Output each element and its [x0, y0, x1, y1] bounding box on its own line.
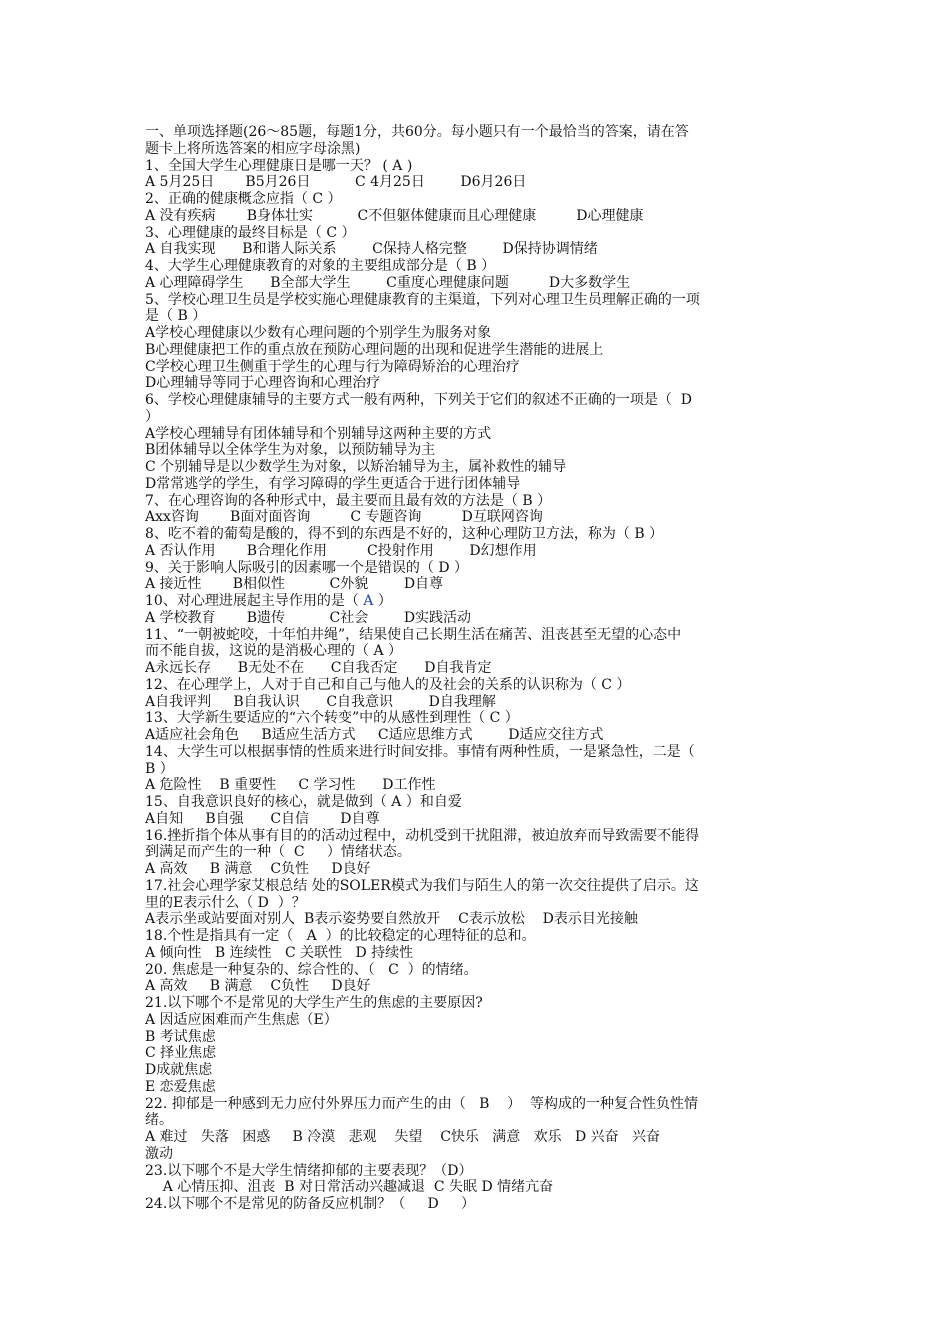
question-5-option-b: B心理健康把工作的重点放在预防心理问题的出现和促进学生潜能的进展上: [145, 341, 604, 358]
question-2-options: A 没有疾病 B身体壮实 C不但躯体健康而且心理健康 D心理健康: [145, 207, 644, 224]
question-23-options: A 心情压抑、沮丧 B 对日常活动兴趣减退 C 失眠 D 情绪亢奋: [145, 1179, 554, 1196]
question-22-line-1: 22. 抑郁是一种感到无力应付外界压力而产生的由（ B ） 等构成的一种复合性负性情: [145, 1095, 699, 1112]
question-14-line-1: 14、大学生可以根据事情的性质来进行时间安排。事情有两种性质，一是紧急性，二是（: [145, 743, 695, 760]
question-4-options: A 心理障碍学生 B全部大学生 C重度心理健康问题 D大多数学生: [145, 274, 631, 291]
question-21-option-e: E 恋爱焦虑: [145, 1078, 216, 1095]
question-17-line-2: 里的E表示什么（ D ）？: [145, 894, 306, 911]
question-14-line-2: B ）: [145, 760, 174, 777]
question-1-options: A 5月25日 B5月26日 C 4月25日 D6月26日: [145, 174, 527, 191]
question-5-line-1: 5、学校心理卫生员是学校实施心理健康教育的主渠道，下列对心理卫生员理解正确的一项: [145, 291, 700, 308]
question-21-option-d: D成就焦虑: [145, 1062, 213, 1078]
question-5-line-2: 是（ B ）: [145, 308, 207, 325]
answer-letter: A: [363, 593, 374, 609]
question-11-line-2: 而不能自拔，这说的是消极心理的（ A ）: [145, 643, 403, 660]
question-4: 4、大学生心理健康教育的对象的主要组成部分是（ B ）: [145, 258, 496, 274]
question-6-option-b: B团体辅导以全体学生为对象，以预防辅导为主: [145, 442, 436, 459]
question-16-options: A 高效 B 满意 C负性 D良好: [145, 861, 371, 877]
section-heading-line-2: 题卡上将所选答案的相应字母涂黑): [145, 140, 361, 157]
question-20: 20. 焦虑是一种复杂的、综合性的、（ C ）的情绪。: [145, 961, 478, 978]
question-22-line-2: 绪。: [145, 1112, 173, 1129]
question-7: 7、在心理咨询的各种形式中，最主要而且最有效的方法是（ B ）: [145, 492, 552, 509]
question-10-options: A 学校教育 B遗传 C社会 D实践活动: [145, 609, 472, 626]
question-11-options: A永远长存 B无处不在 C自我否定 D自我肯定: [145, 660, 492, 676]
section-heading-line-1: 一、单项选择题(26～85题，每题1分，共60分。每小题只有一个最恰当的答案，请在答: [145, 124, 689, 140]
question-20-options: A 高效 B 满意 C负性 D良好: [145, 978, 371, 995]
question-21-option-c: C 择业焦虑: [145, 1045, 217, 1062]
question-15-options: A自知 B自强 C自信 D自尊: [145, 810, 380, 827]
question-6-option-d: D常常逃学的学生，有学习障碍的学生更适合于进行团体辅导: [145, 475, 521, 492]
question-9-options: A 接近性 B相似性 C外貌 D自尊: [145, 576, 444, 593]
question-6-option-a: A学校心理辅导有团体辅导和个别辅导这两种主要的方式: [145, 425, 492, 442]
question-8-options: A 否认作用 B合理化作用 C投射作用 D幻想作用: [145, 542, 537, 559]
question-13: 13、大学新生要适应的“六个转变”中的从感性到理性（ C ）: [145, 710, 519, 727]
question-18: 18.个性是指具有一定（ A ）的比较稳定的心理特征的总和。: [145, 928, 536, 944]
question-5-option-a: A学校心理健康以少数有心理问题的个别学生为服务对象: [145, 325, 492, 341]
question-5-option-d: D心理辅导等同于心理咨询和心理治疗: [145, 375, 381, 392]
question-5-option-c: C学校心理卫生侧重于学生的心理与行为障碍矫治的心理治疗: [145, 358, 520, 375]
question-21-option-a: A 因适应困难而产生焦虑（E）: [145, 1011, 338, 1028]
question-6-line-2: ）: [145, 408, 159, 425]
question-text-body: [145, 124, 815, 1213]
question-18-options: A 倾向性 B 连续性 C 关联性 D 持续性: [145, 944, 414, 961]
question-14-options: A 危险性 B 重要性 C 学习性 D工作性: [145, 777, 436, 794]
question-21-option-b: B 考试焦虑: [145, 1028, 216, 1045]
question-12: 12、在心理学上，人对于自己和自己与他人的及社会的关系的认识称为（ C ）: [145, 676, 631, 693]
question-6-line-1: 6、学校心理健康辅导的主要方式一般有两种，下列关于它们的叙述不正确的一项是（ D: [145, 392, 693, 408]
question-1: 1、全国大学生心理健康日是哪一天？ ( A ): [145, 157, 413, 174]
question-3: 3、心理健康的最终目标是（ C ）: [145, 224, 356, 241]
question-9: 9、关于影响人际吸引的因素哪一个是错误的（ D ）: [145, 559, 469, 576]
question-16-line-1: 16.挫折指个体从事有目的的活动过程中，动机受到干扰阻滞，被迫放弃而导致需要不能得: [145, 827, 700, 844]
question-8: 8、吃不着的葡萄是酸的，得不到的东西是不好的，这种心理防卫方法，称为（ B ）: [145, 526, 664, 542]
question-17-options: A表示坐或站要面对别人 B表示姿势要自然放开 C表示放松 D表示目光接触: [145, 911, 638, 928]
question-2: 2、正确的健康概念应指（ C ）: [145, 191, 342, 207]
question-23: 23.以下哪个不是大学生情绪抑郁的主要表现？（D）: [145, 1162, 473, 1179]
question-22-options-line-2: 激动: [145, 1145, 173, 1162]
question-10: 10、对心理进展起主导作用的是（ A ）: [145, 593, 392, 609]
question-24: 24.以下哪个不是常见的防备反应机制？（ D ）: [145, 1196, 475, 1212]
question-16-line-2: 到满足而产生的一种（ C ）情绪状态。: [145, 844, 411, 861]
question-7-options: Axx咨询 B面对面咨询 C 专题咨询 D互联网咨询: [145, 509, 543, 526]
question-13-options: A适应社会角色 B适应生活方式 C适应思维方式 D适应交往方式: [145, 727, 604, 743]
question-21: 21.以下哪个不是常见的大学生产生的焦虑的主要原因?: [145, 995, 483, 1011]
question-15: 15、自我意识良好的核心，就是做到（ A ）和自爱: [145, 794, 462, 810]
question-3-options: A 自我实现 B和谐人际关系 C保持人格完整 D保持协调情绪: [145, 241, 598, 258]
question-12-options: A自我评判 B自我认识 C自我意识 D自我理解: [145, 693, 496, 710]
question-6-option-c: C 个别辅导是以少数学生为对象，以矫治辅导为主，属补救性的辅导: [145, 459, 567, 475]
question-11-line-1: 11、“一朝被蛇咬，十年怕井绳”，结果使自己长期生活在痛苦、沮丧甚至无望的心态中: [145, 626, 682, 643]
question-22-options-line-1: A 难过 失落 困惑 B 冷漠 悲观 失望 C快乐 满意 欢乐 D 兴奋 兴奋: [145, 1129, 660, 1145]
question-17-line-1: 17.社会心理学家艾根总结 处的SOLER模式为我们与陌生人的第一次交往提供了启示。这: [145, 877, 699, 894]
